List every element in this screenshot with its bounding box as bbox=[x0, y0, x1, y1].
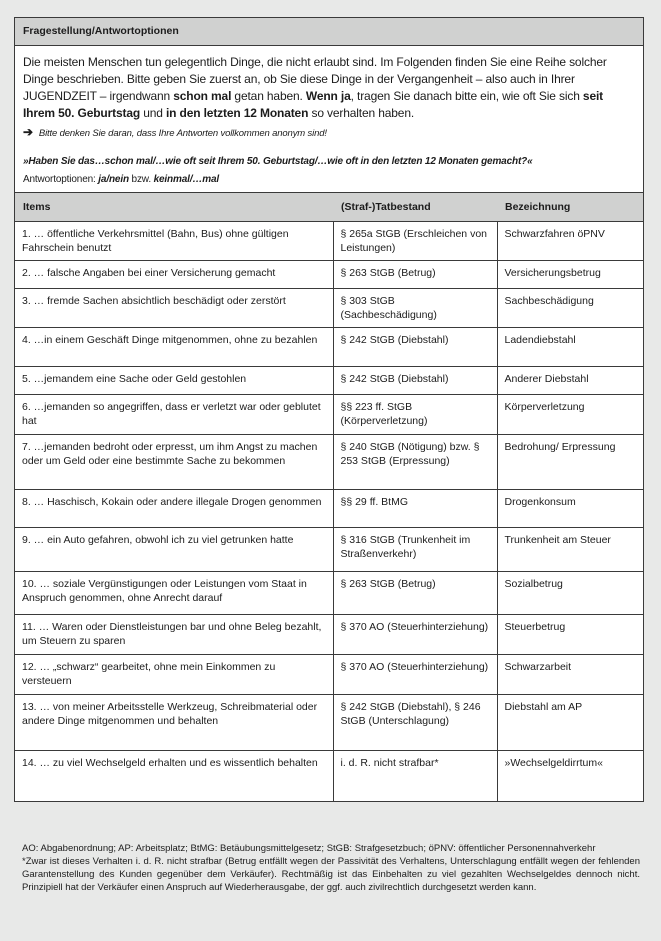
instr-bold: seit Ihrem 50. Geburtstag bbox=[23, 89, 603, 120]
instr-text: getan haben. bbox=[231, 89, 306, 103]
cell-law: § 263 StGB (Betrug) bbox=[333, 572, 497, 615]
items-table bbox=[15, 192, 643, 801]
cell-law: §§ 29 ff. BtMG bbox=[333, 490, 497, 528]
instr-text: und bbox=[140, 106, 166, 120]
instr-bold: Wenn ja bbox=[305, 89, 351, 103]
instr-text: , tragen Sie danach bitte ein, wie oft Sie sich bbox=[350, 89, 583, 103]
cell-item: 11. … Waren oder Dienstleistungen bar und ohne Beleg bezahlt, um Steuern zu sparen bbox=[15, 615, 333, 655]
question-quote: »Haben Sie das…schon mal/…wie oft seit Ihrem 50. Geburtstag/…wie oft in den letzten 12 Monaten gemacht?« bbox=[23, 156, 533, 167]
table-row bbox=[15, 751, 643, 801]
cell-name: Ladendiebstahl bbox=[497, 328, 643, 367]
table-row bbox=[15, 261, 643, 289]
abbreviations: AO: Abgabenordnung; AP: Arbeitsplatz; BtMG: Betäubungsmittelgesetz; StGB: Strafgesetzbuch; öPNV: öffentlicher Personennahverkehr bbox=[22, 843, 596, 854]
cell-name: Schwarzfahren öPNV bbox=[497, 222, 643, 261]
instr-text: Die meisten Menschen tun gelegentlich Dinge, die nicht erlaubt sind. Im Folgenden finden Sie eine Reihe solcher Dinge beschrieben. Bitte geben Sie zuerst an, ob Sie diese Dinge in der Vergangenheit – also auch in Ihrer JUGENDZEIT – irgendwann bbox=[23, 55, 607, 103]
table-row bbox=[15, 615, 643, 655]
cell-name: Körperverletzung bbox=[497, 395, 643, 435]
arrow-right-icon: ➔ bbox=[23, 125, 33, 139]
cell-name: Diebstahl am AP bbox=[497, 695, 643, 751]
note-text: Bitte denken Sie daran, dass Ihre Antworten vollkommen anonym sind! bbox=[38, 128, 327, 139]
cell-name: Trunkenheit am Steuer bbox=[497, 528, 643, 572]
cell-item: 9. … ein Auto gefahren, obwohl ich zu viel getrunken hatte bbox=[15, 528, 333, 572]
cell-item: 1. … öffentliche Verkehrsmittel (Bahn, Bus) ohne gültigen Fahrschein benutzt bbox=[15, 222, 333, 261]
options-label: Antwortoptionen: bbox=[23, 174, 99, 185]
cell-law: § 242 StGB (Diebstahl), § 246 StGB (Unterschlagung) bbox=[333, 695, 497, 751]
cell-name: Schwarzarbeit bbox=[497, 655, 643, 695]
anonymity-note bbox=[23, 126, 635, 140]
questionnaire-box bbox=[14, 17, 644, 802]
cell-law: § 265a StGB (Erschleichen von Leistungen) bbox=[333, 222, 497, 261]
cell-item: 8. … Haschisch, Kokain oder andere illegale Drogen genommen bbox=[15, 490, 333, 528]
table-row bbox=[15, 222, 643, 261]
cell-name: Bedrohung/ Erpressung bbox=[497, 435, 643, 490]
cell-law: § 263 StGB (Betrug) bbox=[333, 261, 497, 289]
cell-law: § 316 StGB (Trunkenheit im Straßenverkehr) bbox=[333, 528, 497, 572]
footnotes bbox=[22, 842, 640, 894]
table-row bbox=[15, 695, 643, 751]
table-row bbox=[15, 395, 643, 435]
col-header-name: Bezeichnung bbox=[497, 193, 643, 222]
intro-section bbox=[15, 46, 643, 192]
instructions bbox=[23, 54, 635, 122]
cell-item: 5. …jemandem eine Sache oder Geld gestohlen bbox=[15, 367, 333, 395]
cell-name: Sachbeschädigung bbox=[497, 289, 643, 328]
cell-name: Versicherungsbetrug bbox=[497, 261, 643, 289]
cell-item: 7. …jemanden bedroht oder erpresst, um ihm Angst zu machen oder um Geld oder eine bestimmte Sache zu bekommen bbox=[15, 435, 333, 490]
instr-bold: schon mal bbox=[173, 89, 232, 103]
col-header-law: (Straf-)Tatbestand bbox=[333, 193, 497, 222]
table-row bbox=[15, 289, 643, 328]
cell-item: 3. … fremde Sachen absichtlich beschädigt oder zerstört bbox=[15, 289, 333, 328]
options-a: ja/nein bbox=[98, 174, 129, 185]
col-header-items: Items bbox=[15, 193, 333, 222]
cell-item: 6. …jemanden so angegriffen, dass er verletzt war oder geblutet hat bbox=[15, 395, 333, 435]
instr-bold: in den letzten 12 Monaten bbox=[166, 106, 309, 120]
star-footnote: *Zwar ist dieses Verhalten i. d. R. nicht strafbar (Betrug entfällt wegen der Passivität des Verhaltens, Unterschlagung entfällt wegen der fehlenden Garantenstellung des Kunden gegenüber dem Verkäufer). Rechtmäßig ist das Einbehalten zu viel gezahlten Wechselgeldes dennoch nicht. Prinzipiell hat der Verkäufer einen Anspruch auf Wiederherausgabe, der ggf. auch zivilrechtlich durchgesetzt werden kann. bbox=[22, 856, 640, 893]
cell-item: 13. … von meiner Arbeitsstelle Werkzeug, Schreibmaterial oder andere Dinge mitgenommen und behalten bbox=[15, 695, 333, 751]
cell-law: § 370 AO (Steuerhinterziehung) bbox=[333, 655, 497, 695]
cell-law: §§ 223 ff. StGB (Körperverletzung) bbox=[333, 395, 497, 435]
cell-name: Steuerbetrug bbox=[497, 615, 643, 655]
table-row bbox=[15, 572, 643, 615]
table-row bbox=[15, 367, 643, 395]
cell-item: 4. …in einem Geschäft Dinge mitgenommen, ohne zu bezahlen bbox=[15, 328, 333, 367]
cell-law: § 370 AO (Steuerhinterziehung) bbox=[333, 615, 497, 655]
cell-item: 2. … falsche Angaben bei einer Versicherung gemacht bbox=[15, 261, 333, 289]
table-row bbox=[15, 528, 643, 572]
cell-name: »Wechselgeldirrtum« bbox=[497, 751, 643, 801]
cell-law: § 242 StGB (Diebstahl) bbox=[333, 328, 497, 367]
cell-name: Drogenkonsum bbox=[497, 490, 643, 528]
options-b: keinmal/…mal bbox=[153, 174, 220, 185]
cell-item: 10. … soziale Vergünstigungen oder Leistungen vom Staat in Anspruch genommen, ohne Anrecht darauf bbox=[15, 572, 333, 615]
options-mid: bzw. bbox=[128, 174, 154, 185]
cell-item: 12. … „schwarz“ gearbeitet, ohne mein Einkommen zu versteuern bbox=[15, 655, 333, 695]
table-row bbox=[15, 435, 643, 490]
table-row bbox=[15, 490, 643, 528]
table-row bbox=[15, 655, 643, 695]
cell-name: Sozialbetrug bbox=[497, 572, 643, 615]
cell-law: § 242 StGB (Diebstahl) bbox=[333, 367, 497, 395]
cell-item: 14. … zu viel Wechselgeld erhalten und es wissentlich behalten bbox=[22, 757, 318, 769]
instr-text: so verhalten haben. bbox=[308, 106, 415, 120]
cell-law: § 303 StGB (Sachbeschädigung) bbox=[333, 289, 497, 328]
cell-name: Anderer Diebstahl bbox=[497, 367, 643, 395]
box-header: Fragestellung/Antwortoptionen bbox=[15, 18, 643, 46]
cell-law: i. d. R. nicht strafbar* bbox=[333, 751, 497, 801]
answer-options bbox=[23, 173, 635, 186]
table-row bbox=[15, 328, 643, 367]
cell-law: § 240 StGB (Nötigung) bzw. § 253 StGB (Erpressung) bbox=[333, 435, 497, 490]
